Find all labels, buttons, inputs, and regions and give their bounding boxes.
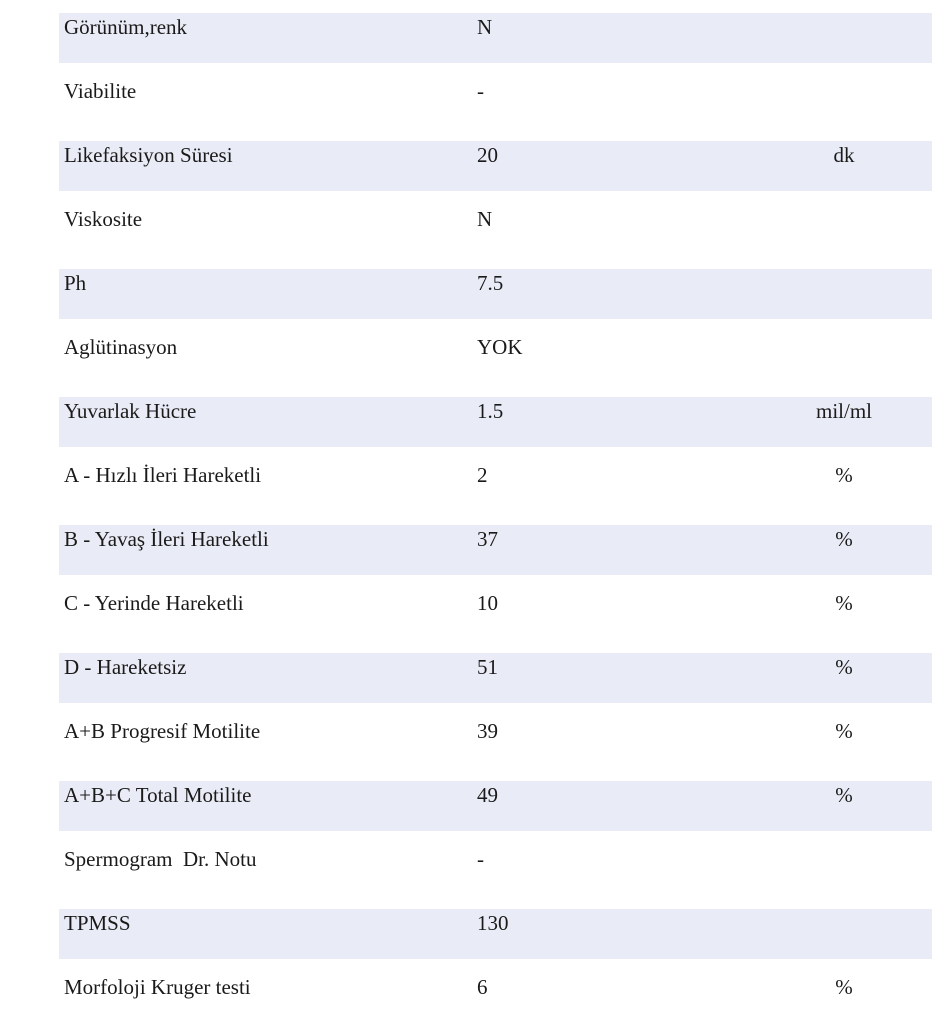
row-value: 2 bbox=[477, 463, 488, 487]
row-value: 49 bbox=[477, 783, 498, 807]
row-background bbox=[59, 13, 932, 63]
row-unit: % bbox=[835, 719, 853, 743]
row-label: Likefaksiyon Süresi bbox=[64, 143, 233, 167]
table-row bbox=[59, 64, 932, 128]
table-row bbox=[59, 512, 932, 576]
table-row bbox=[59, 640, 932, 704]
row-label: A+B Progresif Motilite bbox=[64, 719, 261, 743]
row-background bbox=[59, 77, 932, 127]
row-label: Aglütinasyon bbox=[64, 335, 178, 359]
row-unit: % bbox=[835, 783, 853, 807]
row-unit: % bbox=[835, 527, 853, 551]
row-unit: % bbox=[835, 591, 853, 615]
row-value: 7.5 bbox=[477, 271, 504, 295]
table-row bbox=[59, 320, 932, 384]
results-table bbox=[59, 0, 932, 1024]
row-label: Viskosite bbox=[64, 207, 143, 231]
row-label: A - Hızlı İleri Hareketli bbox=[64, 463, 262, 487]
row-value: 37 bbox=[477, 527, 498, 551]
row-value: - bbox=[477, 847, 484, 871]
row-label: Morfoloji Kruger testi bbox=[64, 975, 251, 999]
table-row bbox=[59, 768, 932, 832]
row-label: Görünüm,renk bbox=[64, 15, 188, 39]
row-unit: % bbox=[835, 463, 853, 487]
row-background bbox=[59, 205, 932, 255]
table-row bbox=[59, 576, 932, 640]
table-row bbox=[59, 192, 932, 256]
row-value: 51 bbox=[477, 655, 498, 679]
row-unit: dk bbox=[833, 143, 855, 167]
table-row bbox=[59, 0, 932, 64]
row-label: B - Yavaş İleri Hareketli bbox=[64, 527, 269, 551]
row-label: TPMSS bbox=[64, 911, 131, 935]
row-unit: % bbox=[835, 655, 853, 679]
row-label: C - Yerinde Hareketli bbox=[64, 591, 244, 615]
row-value: 39 bbox=[477, 719, 498, 743]
row-value: N bbox=[477, 207, 493, 231]
row-label: Yuvarlak Hücre bbox=[64, 399, 197, 423]
table-row bbox=[59, 384, 932, 448]
row-value: - bbox=[477, 79, 484, 103]
row-value: 10 bbox=[477, 591, 498, 615]
row-unit: mil/ml bbox=[815, 399, 872, 423]
table-row bbox=[59, 832, 932, 896]
table-row bbox=[59, 128, 932, 192]
row-value: 130 bbox=[477, 911, 509, 935]
table-row bbox=[59, 960, 932, 1024]
row-label: Viabilite bbox=[64, 79, 137, 103]
row-value: YOK bbox=[477, 335, 523, 359]
table-row bbox=[59, 704, 932, 768]
row-value: 1.5 bbox=[477, 399, 504, 423]
row-value: 6 bbox=[477, 975, 488, 999]
row-value: 20 bbox=[477, 143, 498, 167]
row-label: Ph bbox=[64, 271, 87, 295]
table-row bbox=[59, 256, 932, 320]
table-row bbox=[59, 448, 932, 512]
row-value: N bbox=[477, 15, 493, 39]
table-row bbox=[59, 896, 932, 960]
row-label: D - Hareketsiz bbox=[64, 655, 187, 679]
row-unit: % bbox=[835, 975, 853, 999]
row-label: A+B+C Total Motilite bbox=[64, 783, 252, 807]
row-label: Spermogram Dr. Notu bbox=[64, 847, 257, 871]
